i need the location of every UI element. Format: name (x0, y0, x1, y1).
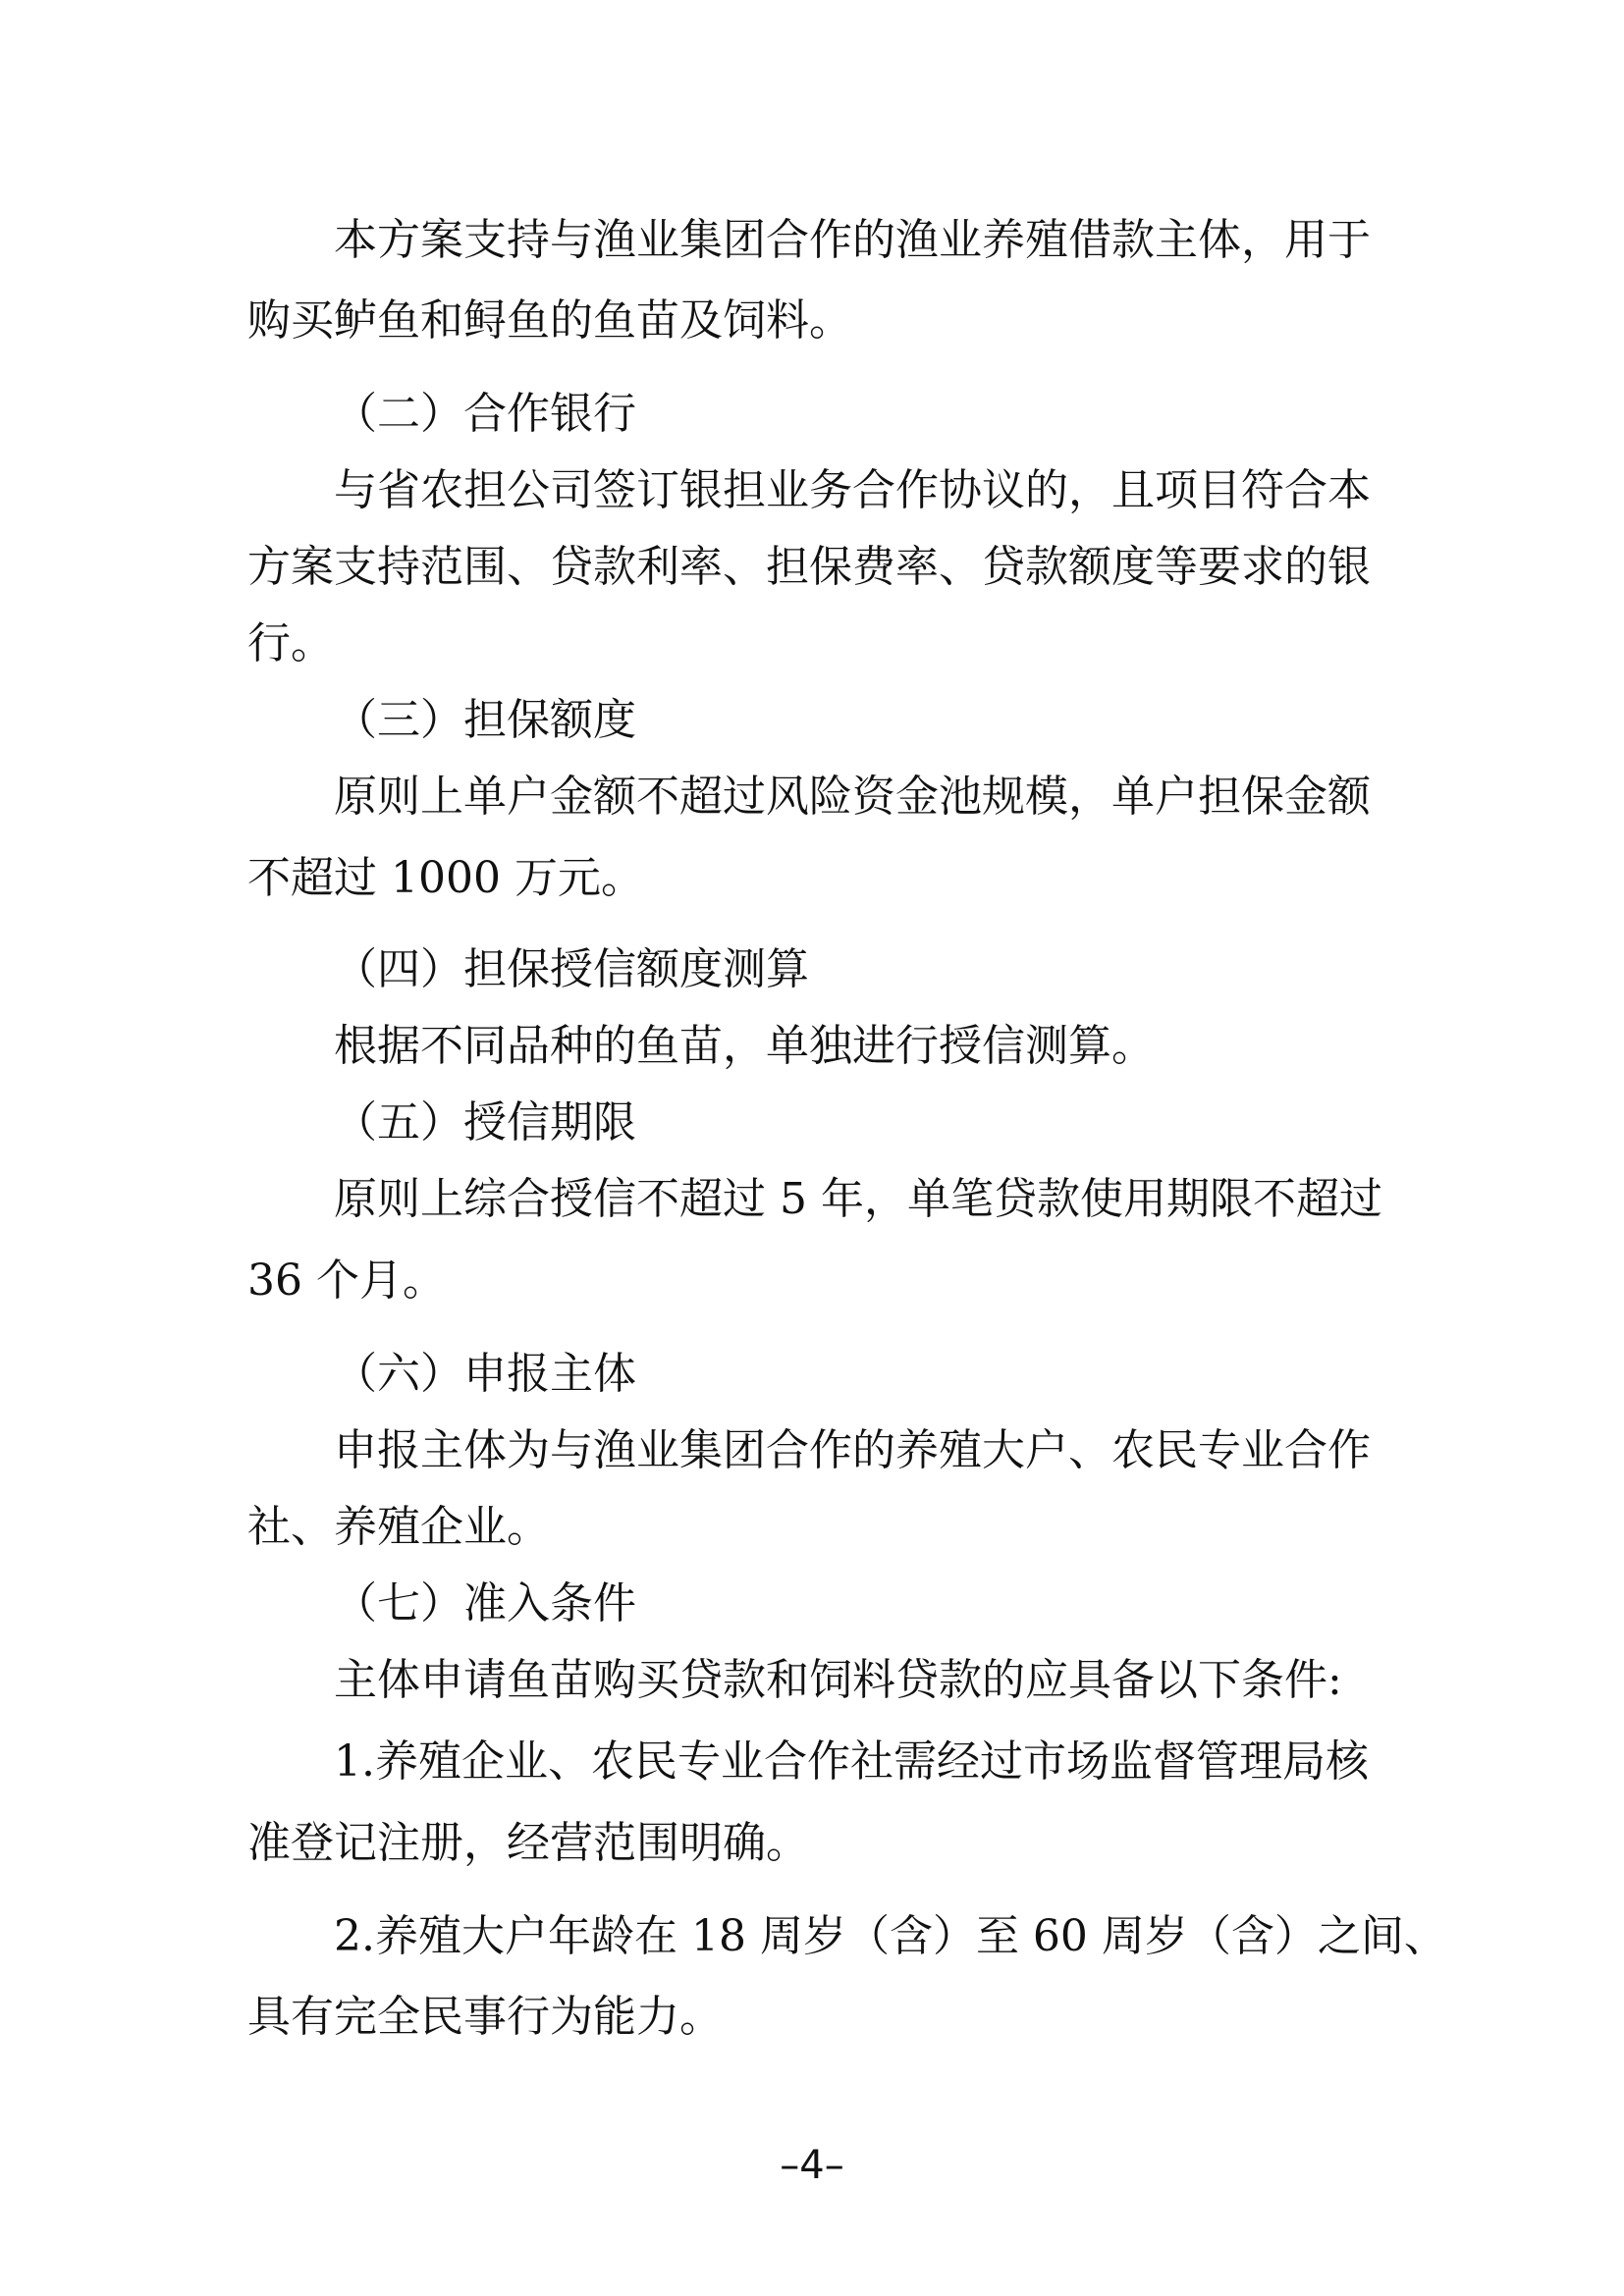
body-line: 方案支持范围、贷款利率、担保费率、贷款额度等要求的银 (247, 542, 1371, 592)
body-line: 准登记注册，经营范围明确。 (247, 1818, 809, 1868)
body-line: 2.养殖大户年龄在 18 周岁（含）至 60 周岁（含）之间、 (334, 1911, 1447, 1961)
body-line: 本方案支持与渔业集团合作的渔业养殖借款主体，用于 (334, 215, 1371, 265)
body-line: 申报主体为与渔业集团合作的养殖大户、农民专业合作 (334, 1425, 1371, 1475)
section-heading: （五）授信期限 (334, 1097, 636, 1148)
body-line: 社、养殖企业。 (247, 1502, 550, 1552)
section-heading: （四）担保授信额度测算 (334, 944, 809, 994)
body-line: 原则上综合授信不超过 5 年，单笔贷款使用期限不超过 (334, 1174, 1382, 1224)
body-line: 根据不同品种的鱼苗，单独进行授信测算。 (334, 1021, 1155, 1071)
section-heading: （六）申报主体 (334, 1349, 636, 1399)
body-line: 主体申请鱼苗购买贷款和饲料贷款的应具备以下条件: (334, 1655, 1342, 1705)
page-number: –4– (780, 2143, 844, 2188)
body-line: 行。 (247, 618, 334, 668)
body-line: 具有完全民事行为能力。 (247, 1992, 723, 2042)
section-heading: （三）担保额度 (334, 695, 636, 745)
section-heading: （二）合作银行 (334, 389, 636, 439)
body-line: 不超过 1000 万元。 (247, 853, 644, 903)
body-line: 购买鲈鱼和鲟鱼的鱼苗及饲料。 (247, 295, 852, 346)
body-line: 原则上单户金额不超过风险资金池规模，单户担保金额 (334, 772, 1371, 822)
body-line: 36 个月。 (247, 1255, 446, 1306)
body-line: 1.养殖企业、农民专业合作社需经过市场监督管理局核 (334, 1736, 1369, 1787)
section-heading: （七）准入条件 (334, 1578, 636, 1629)
body-line: 与省农担公司签订银担业务合作协议的，且项目符合本 (334, 465, 1371, 515)
